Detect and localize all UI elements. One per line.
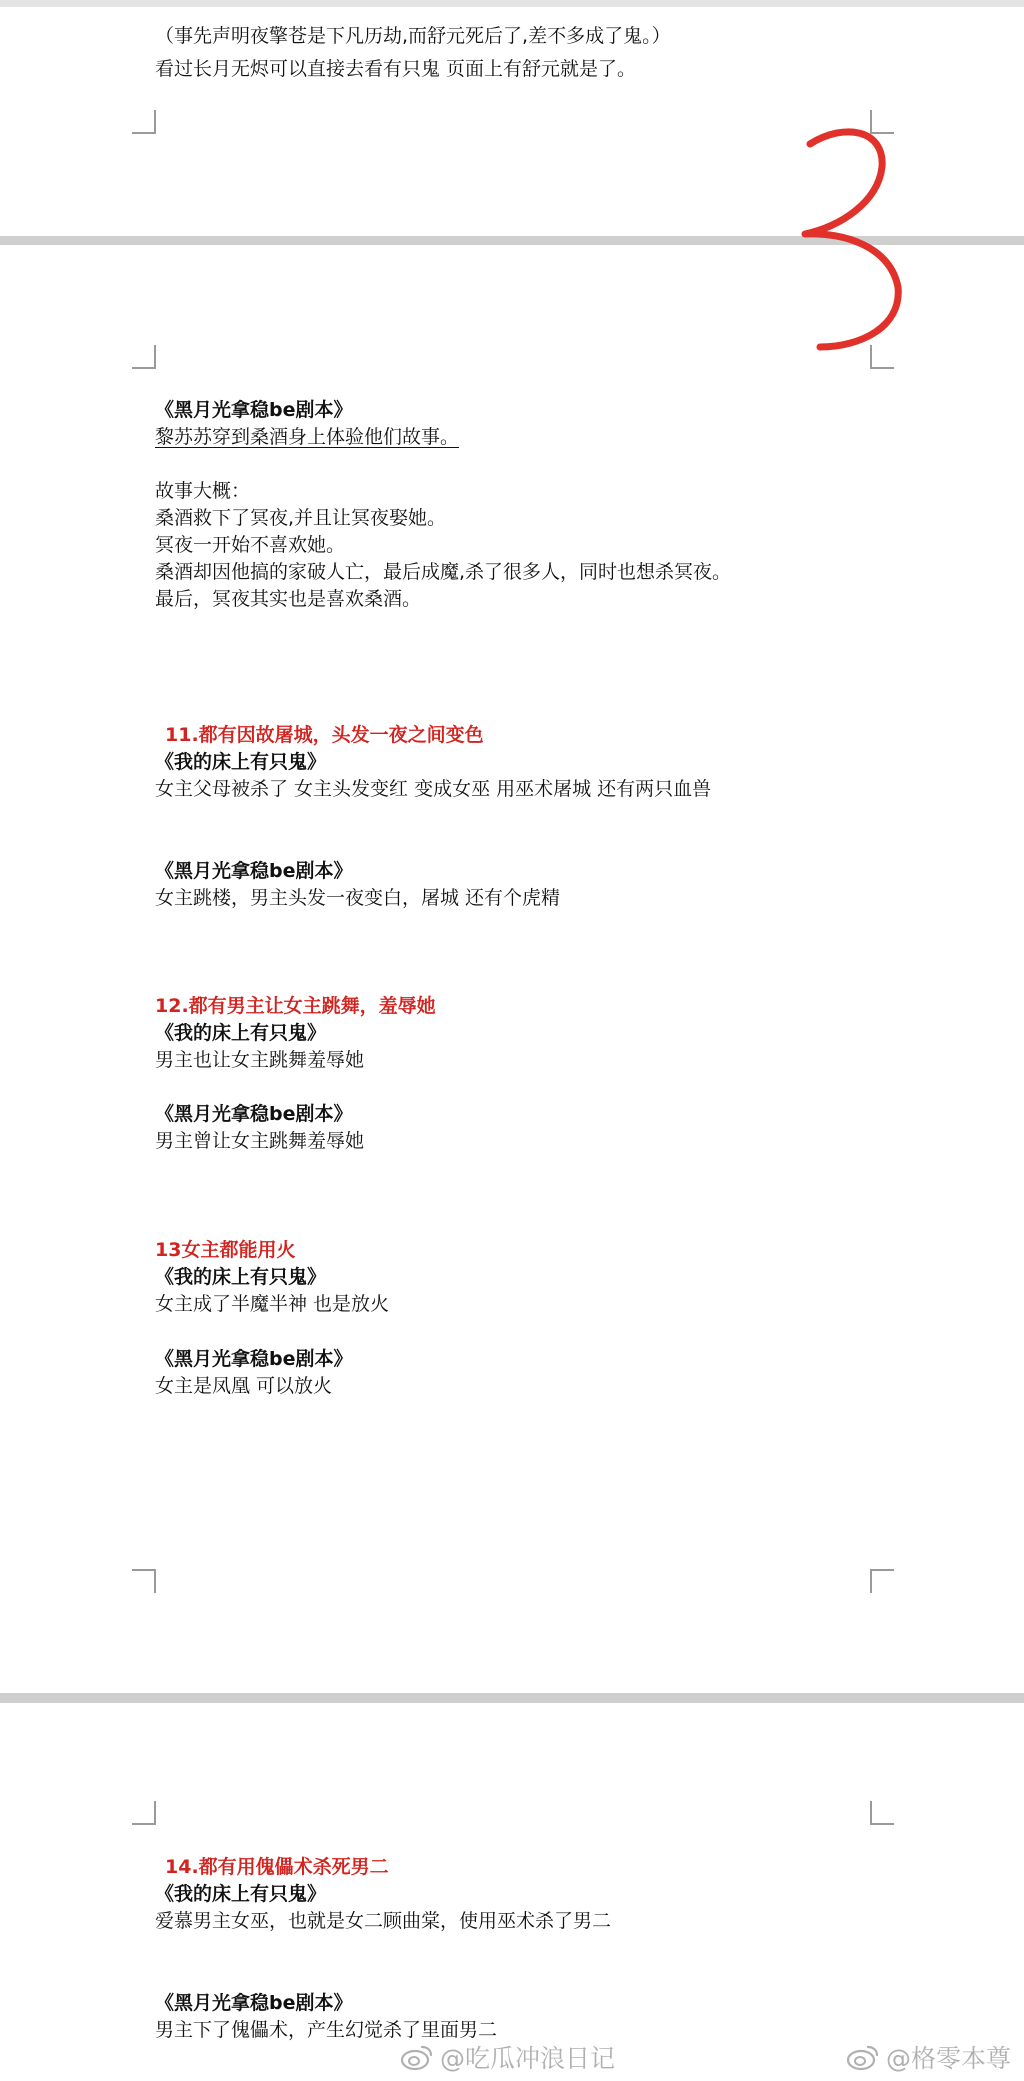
margin-corner-mark (870, 1569, 894, 1593)
margin-corner-mark (132, 1569, 156, 1593)
section-text: 男主也让女主跳舞羞辱她 (155, 1049, 365, 1071)
section-heading: 12.都有男主让女主跳舞，羞辱她 (155, 995, 436, 1017)
paragraph-line: 看过长月无烬可以直接去看有只鬼 页面上有舒元就是了。 (155, 58, 637, 80)
page-separator-top (0, 0, 1024, 7)
book-title: 《黑月光拿稳be剧本》 (155, 1348, 353, 1370)
intro-line: 黎苏苏穿到桑酒身上体验他们故事。 (155, 426, 460, 448)
section-text: 女主父母被杀了 女主头发变红 变成女巫 用巫术屠城 还有两只血兽 (155, 778, 712, 800)
handwritten-number-annotation (790, 122, 930, 362)
weibo-logo-icon (846, 2042, 880, 2072)
summary-line: 桑酒却因他搞的家破人亡，最后成魔,杀了很多人，同时也想杀冥夜。 (155, 561, 732, 583)
watermark-text: @格零本尊 (886, 2044, 1012, 2073)
paragraph-line: （事先声明夜擎苍是下凡历劫,而舒元死后了,差不多成了鬼。） (155, 25, 671, 47)
section-text: 女主成了半魔半神 也是放火 (155, 1293, 390, 1315)
section-heading: 13女主都能用火 (155, 1239, 296, 1261)
summary-line: 桑酒救下了冥夜,并且让冥夜娶她。 (155, 507, 447, 529)
book-title: 《我的床上有只鬼》 (155, 751, 327, 773)
watermark (846, 2040, 1011, 2074)
book-title: 《我的床上有只鬼》 (155, 1883, 327, 1905)
section-heading: 14.都有用傀儡术杀死男二 (165, 1856, 389, 1878)
watermark (400, 2040, 615, 2074)
margin-corner-mark (132, 1801, 156, 1825)
book-title: 《黑月光拿稳be剧本》 (155, 1103, 353, 1125)
book-title: 《黑月光拿稳be剧本》 (155, 860, 353, 882)
summary-label: 故事大概： (155, 480, 251, 502)
watermark-text: @吃瓜冲浪日记 (440, 2044, 616, 2073)
margin-corner-mark (870, 1801, 894, 1825)
section-text: 女主跳楼，男主头发一夜变白，屠城 还有个虎精 (155, 887, 561, 909)
section-text: 爱慕男主女巫，也就是女二顾曲棠，使用巫术杀了男二 (155, 1910, 612, 1932)
book-title: 《黑月光拿稳be剧本》 (155, 1992, 353, 2014)
section-text: 女主是凤凰 可以放火 (155, 1375, 333, 1397)
margin-corner-mark (132, 110, 156, 134)
book-title: 《我的床上有只鬼》 (155, 1266, 327, 1288)
page-separator (0, 1693, 1024, 1703)
section-heading: 11.都有因故屠城，头发一夜之间变色 (165, 724, 484, 746)
book-title: 《黑月光拿稳be剧本》 (155, 399, 353, 421)
book-title: 《我的床上有只鬼》 (155, 1022, 327, 1044)
margin-corner-mark (132, 345, 156, 369)
summary-line: 最后，冥夜其实也是喜欢桑酒。 (155, 588, 422, 610)
section-text: 男主曾让女主跳舞羞辱她 (155, 1130, 365, 1152)
weibo-logo-icon (400, 2042, 434, 2072)
section-text: 男主下了傀儡术，产生幻觉杀了里面男二 (155, 2019, 498, 2041)
summary-line: 冥夜一开始不喜欢她。 (155, 534, 346, 556)
